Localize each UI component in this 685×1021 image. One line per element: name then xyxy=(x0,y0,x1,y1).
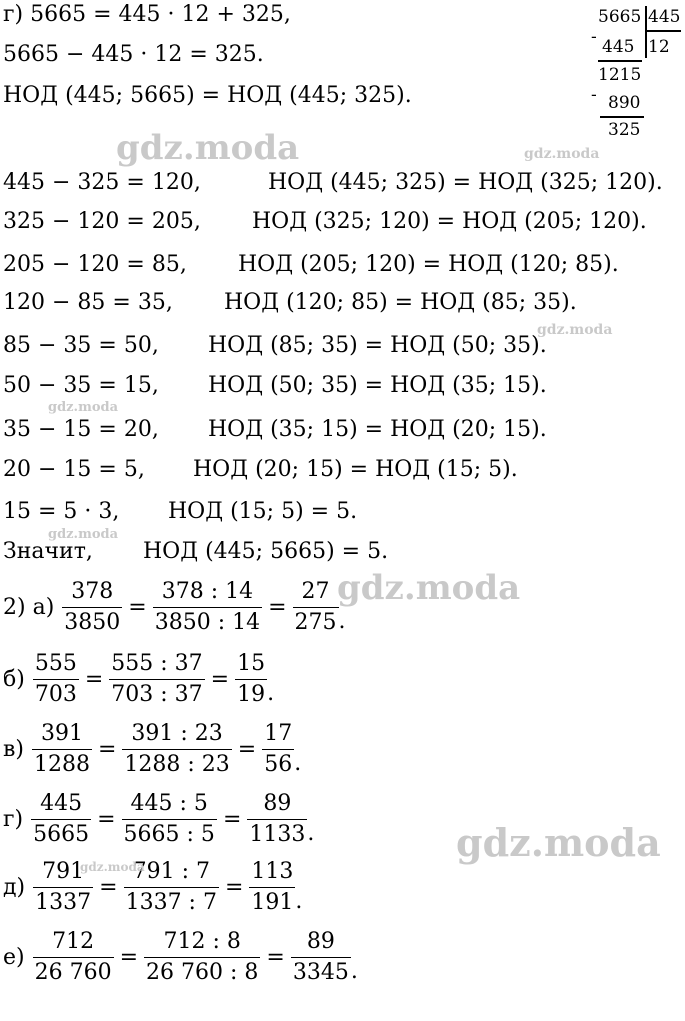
watermark: gdz.moda xyxy=(48,400,119,415)
denominator: 26 760 : 8 xyxy=(144,957,260,988)
watermark: gdz.moda xyxy=(456,820,661,865)
dividend: 5665 xyxy=(598,7,642,27)
step-eq: 85 − 35 = 50, xyxy=(3,333,159,358)
step-gcd: НОД (325; 120) = НОД (205; 120). xyxy=(252,209,647,234)
fraction-row xyxy=(3,719,301,780)
row-label: б) xyxy=(3,667,25,692)
step-eq: 445 − 325 = 120, xyxy=(3,170,201,195)
period: . xyxy=(307,821,315,846)
denominator: 1133 xyxy=(247,819,307,850)
equals-sign: = xyxy=(268,595,287,620)
conclusion-result: НОД (445; 5665) = 5. xyxy=(143,539,389,564)
numerator: 89 xyxy=(306,929,335,954)
rule-1 xyxy=(598,60,642,62)
numerator: 555 xyxy=(34,651,77,676)
numerator: 791 : 7 xyxy=(132,859,210,884)
divisor: 445 xyxy=(648,7,681,27)
watermark: gdz.moda xyxy=(337,568,521,608)
denominator: 5665 xyxy=(31,819,91,850)
numerator: 391 xyxy=(40,721,83,746)
fraction-row xyxy=(3,577,346,638)
fraction-row xyxy=(3,789,314,850)
period: . xyxy=(294,751,302,776)
numerator: 378 xyxy=(71,579,114,604)
watermark: gdz.moda xyxy=(80,860,145,874)
equals-sign: = xyxy=(210,667,230,692)
row-label: е) xyxy=(3,945,25,970)
period: . xyxy=(295,889,303,914)
equals-sign: = xyxy=(97,807,116,832)
conclusion-word: Значит, xyxy=(3,539,93,564)
denominator: 275 xyxy=(293,607,339,638)
period: . xyxy=(267,681,275,706)
period: . xyxy=(350,959,358,984)
step-eq: 20 − 15 = 5, xyxy=(3,457,145,482)
step-eq: 15 = 5 · 3, xyxy=(3,499,120,524)
numerator: 378 : 14 xyxy=(161,579,254,604)
watermark: gdz.moda xyxy=(537,322,613,338)
step-gcd: НОД (20; 15) = НОД (15; 5). xyxy=(193,457,518,482)
part-g-line3: НОД (445; 5665) = НОД (445; 325). xyxy=(3,83,412,108)
denominator: 5665 : 5 xyxy=(122,819,217,850)
numerator: 445 : 5 xyxy=(130,791,208,816)
denominator: 1288 xyxy=(32,749,92,780)
step-gcd: НОД (15; 5) = 5. xyxy=(168,499,358,524)
row-label: г) xyxy=(3,807,24,832)
quotient-line xyxy=(645,30,681,32)
part-g-line2: 5665 − 445 · 12 = 325. xyxy=(3,42,264,67)
numerator: 445 xyxy=(40,791,83,816)
step-gcd: НОД (445; 325) = НОД (325; 120). xyxy=(268,170,663,195)
step-eq: 205 − 120 = 85, xyxy=(3,252,187,277)
denominator: 703 xyxy=(33,679,79,710)
denominator: 1337 xyxy=(33,887,93,918)
denominator: 703 : 37 xyxy=(109,679,204,710)
step-eq: 325 − 120 = 205, xyxy=(3,209,201,234)
subtrahend-1: 445 xyxy=(602,37,635,57)
rule-2 xyxy=(600,116,644,118)
subtrahend-2: 890 xyxy=(608,93,641,113)
numerator: 712 : 8 xyxy=(163,929,241,954)
fraction-row xyxy=(3,927,358,988)
row-label: 2) а) xyxy=(3,595,55,620)
equals-sign: = xyxy=(128,595,147,620)
step-gcd: НОД (205; 120) = НОД (120; 85). xyxy=(238,252,619,277)
equals-sign: = xyxy=(237,737,257,762)
numerator: 89 xyxy=(263,791,292,816)
period: . xyxy=(338,609,346,634)
watermark: gdz.moda xyxy=(48,527,119,542)
numerator: 791 xyxy=(42,859,85,884)
step-gcd: НОД (35; 15) = НОД (20; 15). xyxy=(208,417,547,442)
numerator: 27 xyxy=(301,579,330,604)
denominator: 19 xyxy=(235,679,267,710)
denominator: 1337 : 7 xyxy=(124,887,219,918)
remainder-1: 1215 xyxy=(598,65,642,85)
denominator: 3850 xyxy=(62,607,122,638)
denominator: 3850 : 14 xyxy=(153,607,262,638)
part-g-line1: г) 5665 = 445 · 12 + 325, xyxy=(3,2,291,27)
numerator: 15 xyxy=(237,651,266,676)
numerator: 17 xyxy=(264,721,293,746)
numerator: 113 xyxy=(251,859,294,884)
numerator: 555 : 37 xyxy=(111,651,203,676)
denominator: 26 760 xyxy=(33,957,114,988)
equals-sign: = xyxy=(97,737,117,762)
numerator: 712 xyxy=(52,929,95,954)
equals-sign: = xyxy=(224,875,244,900)
equals-sign: = xyxy=(119,945,139,970)
minus-sign: - xyxy=(591,85,597,105)
step-eq: 35 − 15 = 20, xyxy=(3,417,159,442)
step-eq: 120 − 85 = 35, xyxy=(3,290,173,315)
row-label: д) xyxy=(3,875,26,900)
denominator: 56 xyxy=(262,749,294,780)
fraction-row xyxy=(3,857,302,918)
step-gcd: НОД (50; 35) = НОД (35; 15). xyxy=(208,373,547,398)
remainder: 325 xyxy=(608,120,641,140)
equals-sign: = xyxy=(222,807,242,832)
watermark: gdz.moda xyxy=(524,146,600,162)
denominator: 191 xyxy=(249,887,295,918)
watermark: gdz.moda xyxy=(116,128,300,168)
minus-sign: - xyxy=(591,27,597,47)
step-gcd: НОД (120; 85) = НОД (85; 35). xyxy=(224,290,577,315)
equals-sign: = xyxy=(84,667,104,692)
division-bar xyxy=(645,6,647,58)
denominator: 1288 : 23 xyxy=(122,749,231,780)
quotient: 12 xyxy=(648,37,670,57)
numerator: 391 : 23 xyxy=(131,721,223,746)
row-label: в) xyxy=(3,737,24,762)
step-gcd: НОД (85; 35) = НОД (50; 35). xyxy=(208,333,547,358)
equals-sign: = xyxy=(266,945,285,970)
equals-sign: = xyxy=(99,875,118,900)
fraction-row xyxy=(3,649,274,710)
step-eq: 50 − 35 = 15, xyxy=(3,373,159,398)
denominator: 3345 xyxy=(291,957,351,988)
